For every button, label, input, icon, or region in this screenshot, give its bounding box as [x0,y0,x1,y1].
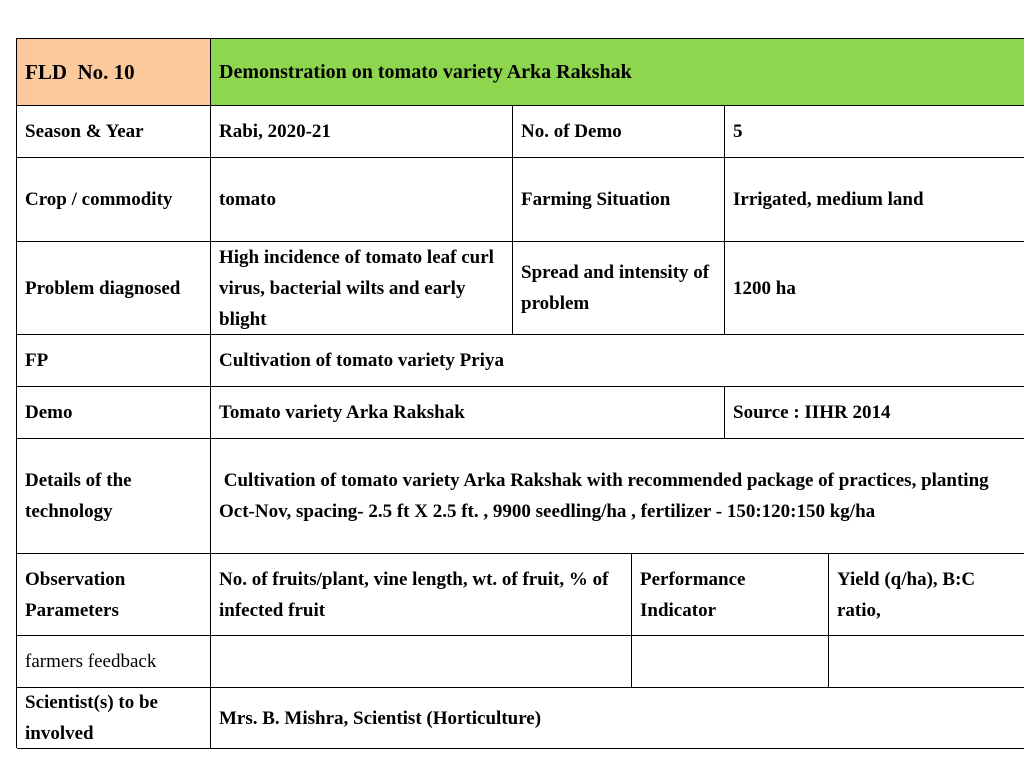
fp-row [17,335,1024,387]
farming-situation-value: Irrigated, medium land [733,189,924,210]
fld-number: FLD No. 10 [25,59,135,84]
feedback-empty-cell-2 [632,636,829,688]
fp-label: FP [25,350,49,371]
scientist-label-cell [17,688,211,749]
observation-row [17,554,1024,636]
demo-label: Demo [25,402,73,423]
performance-value: Yield (q/ha), B:C ratio, [837,568,976,621]
problem-label: Problem diagnosed [25,277,181,299]
problem-label-cell [17,242,211,335]
spread-label-cell [513,242,725,335]
details-row [17,439,1024,554]
demo-row [17,387,1024,439]
num-demo-value: 5 [733,121,743,142]
crop-label-cell [17,158,211,242]
spread-label: Spread and intensity of problem [521,262,710,314]
source-cell [725,387,1024,439]
fp-value: Cultivation of tomato variety Priya [219,350,504,371]
spread-value-cell [725,242,1024,335]
num-demo-label-cell [513,106,725,158]
season-label-cell [17,106,211,158]
feedback-empty-cell-1 [211,636,632,688]
crop-value: tomato [219,189,276,210]
crop-row [17,158,1024,242]
observation-label-cell [17,554,211,636]
source-value: Source : IIHR 2014 [733,402,891,423]
fld-number-cell [17,39,211,106]
feedback-empty-cell-3 [829,636,1024,688]
scientist-label: Scientist(s) to be involved [25,692,158,744]
observation-value: No. of fruits/plant, vine length, wt. of fruit, % of infected fruit [219,568,609,621]
num-demo-label: No. of Demo [521,121,622,142]
fp-label-cell [17,335,211,387]
feedback-row [17,636,1024,688]
problem-row [17,242,1024,335]
scientist-value-cell [211,688,1024,749]
num-demo-value-cell [725,106,1024,158]
farming-situation-label-cell [513,158,725,242]
scientist-value: Mrs. B. Mishra, Scientist (Horticulture) [219,707,542,729]
details-label-cell [17,439,211,554]
feedback-label: farmers feedback [25,651,157,672]
observation-label: Observation Parameters [25,568,126,621]
performance-label: Performance Indicator [640,568,746,621]
farming-situation-label: Farming Situation [521,189,671,210]
season-value-cell [211,106,513,158]
details-label: Details of the technology [25,470,132,522]
crop-label: Crop / commodity [25,189,173,210]
title-cell [211,39,1024,106]
fld-table [16,38,1024,748]
demo-title: Demonstration on tomato variety Arka Rakshak [219,60,632,83]
details-value-cell [211,439,1024,554]
fp-value-cell [211,335,1024,387]
header-row [17,39,1024,106]
demo-value: Tomato variety Arka Rakshak [219,402,465,423]
season-label: Season & Year [25,121,144,142]
problem-value: High incidence of tomato leaf curl virus, bacterial wilts and early blight [219,246,494,330]
feedback-label-cell [17,636,211,688]
spread-value: 1200 ha [733,277,796,299]
scientist-row [17,688,1024,749]
season-row [17,106,1024,158]
demo-label-cell [17,387,211,439]
details-value: Cultivation of tomato variety Arka Rakshak with recommended package of practices, planting Oct-Nov, spacing- 2.5 ft X 2.5 ft. , 9900 seedling/ha , fertilizer - 150:120:150 kg/ha [219,470,994,522]
performance-label-cell [632,554,829,636]
problem-value-cell [211,242,513,335]
season-value: Rabi, 2020-21 [219,121,331,142]
observation-value-cell [211,554,632,636]
demo-value-cell [211,387,725,439]
farming-situation-value-cell [725,158,1024,242]
performance-value-cell [829,554,1024,636]
crop-value-cell [211,158,513,242]
